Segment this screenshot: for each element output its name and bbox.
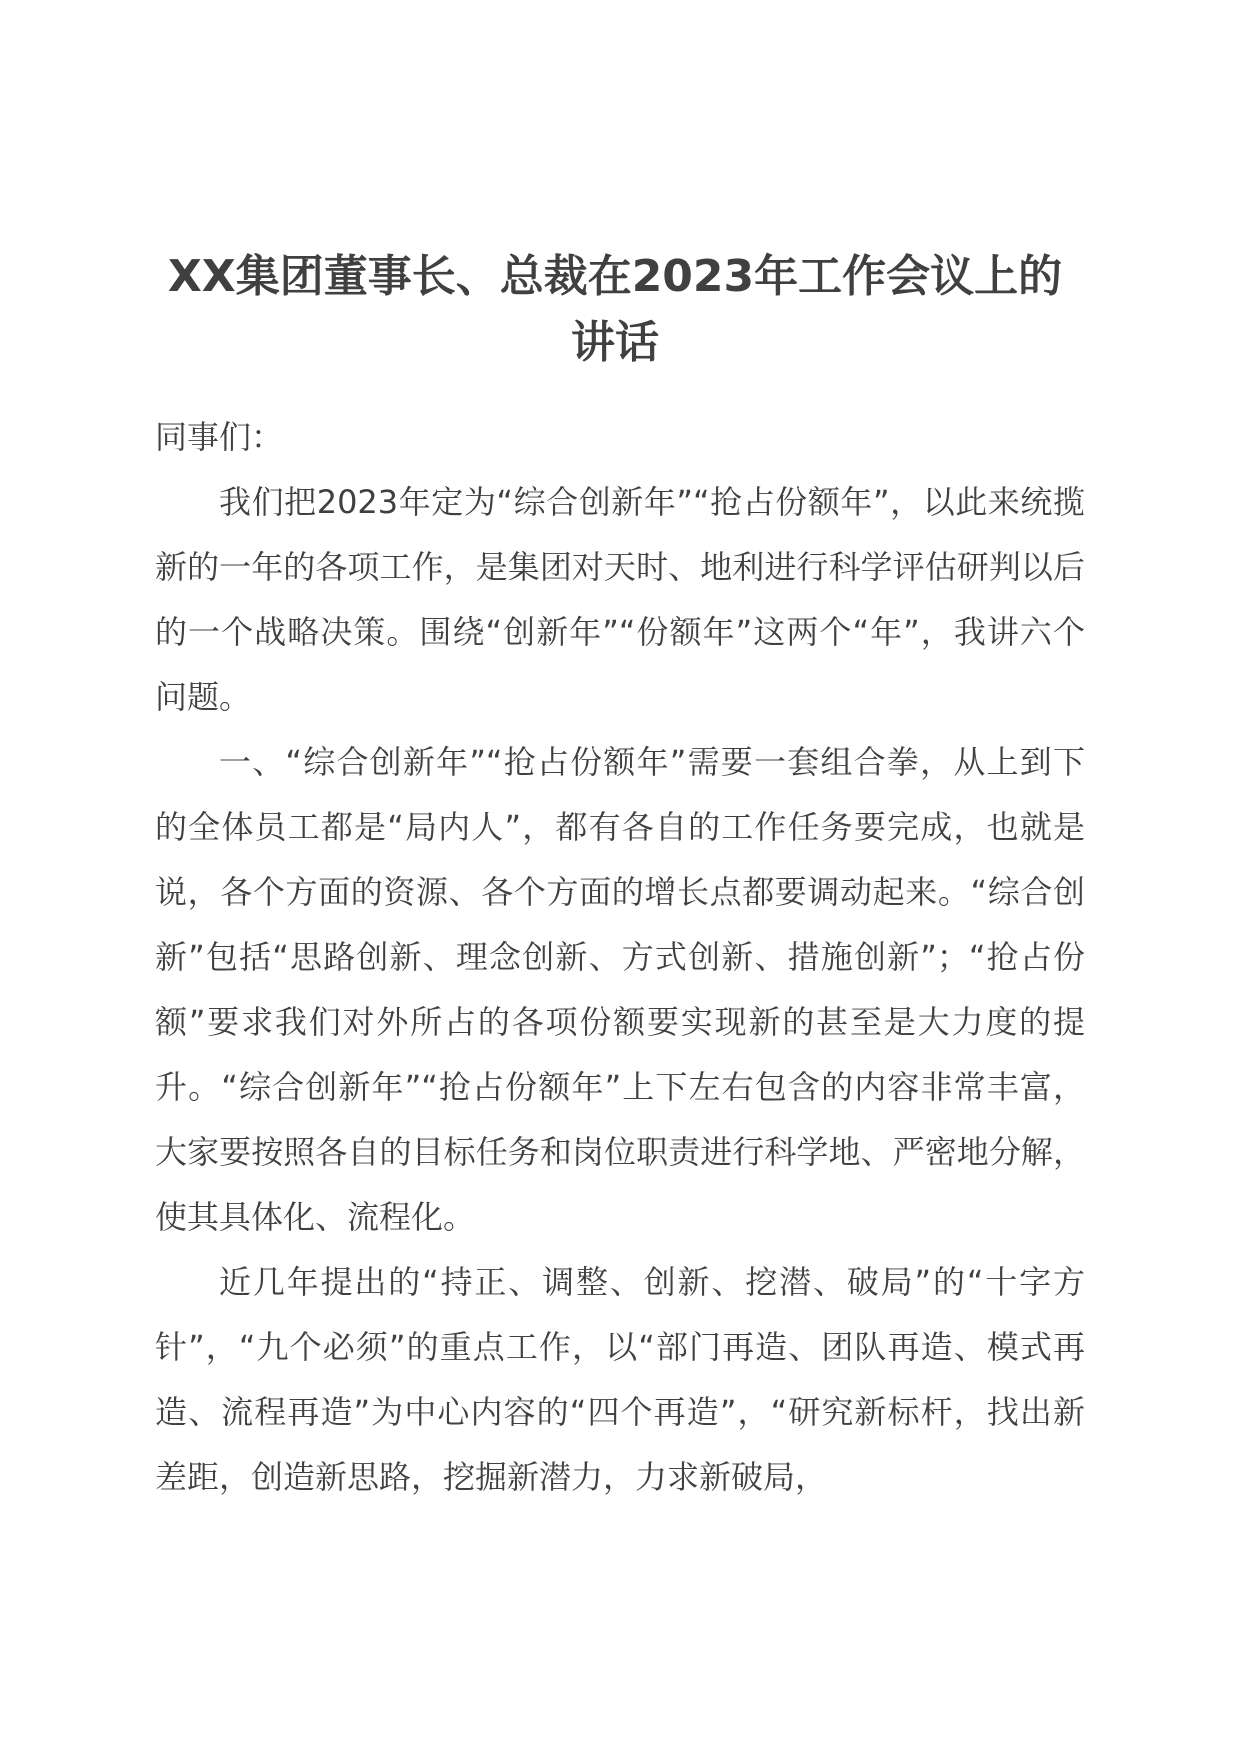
salutation: 同事们： [155,418,284,456]
paragraph: 一、“综合创新年”“抢占份额年”需要一套组合拳，从上到下的全体员工都是“局内人”，都有各自的工作任务要完成，也就是说，各个方面的资源、各个方面的增长点都要调动起来。“综合创新”包括“思路创新、理念创新、方式创新、措施创新”；“抢占份额”要求我们对外所占的各项份额要实现新的甚至是大力度的提升。“综合创新年”“抢占份额年”上下左右包含的内容非常丰富，大家要按照各自的目标任务和岗位职责进行科学地、严密地分解，使其具体化、流程化。 [155,743,1085,1236]
document-title: XX集团董事长、总裁在2023年工作会议上的讲话 [167,251,1063,368]
document-body [155,405,1085,1510]
paragraph: 近几年提出的“持正、调整、创新、挖潜、破局”的“十字方针”，“九个必须”的重点工作，以“部门再造、团队再造、模式再造、流程再造”为中心内容的“四个再造”，“研究新标杆，找出新差距，创造新思路，挖掘新潜力，力求新破局， [155,1263,1085,1496]
paragraph: 我们把2023年定为“综合创新年”“抢占份额年”，以此来统揽新的一年的各项工作，是集团对天时、地利进行科学评估研判以后的一个战略决策。围绕“创新年”“份额年”这两个“年”，我讲六个问题。 [155,483,1085,716]
